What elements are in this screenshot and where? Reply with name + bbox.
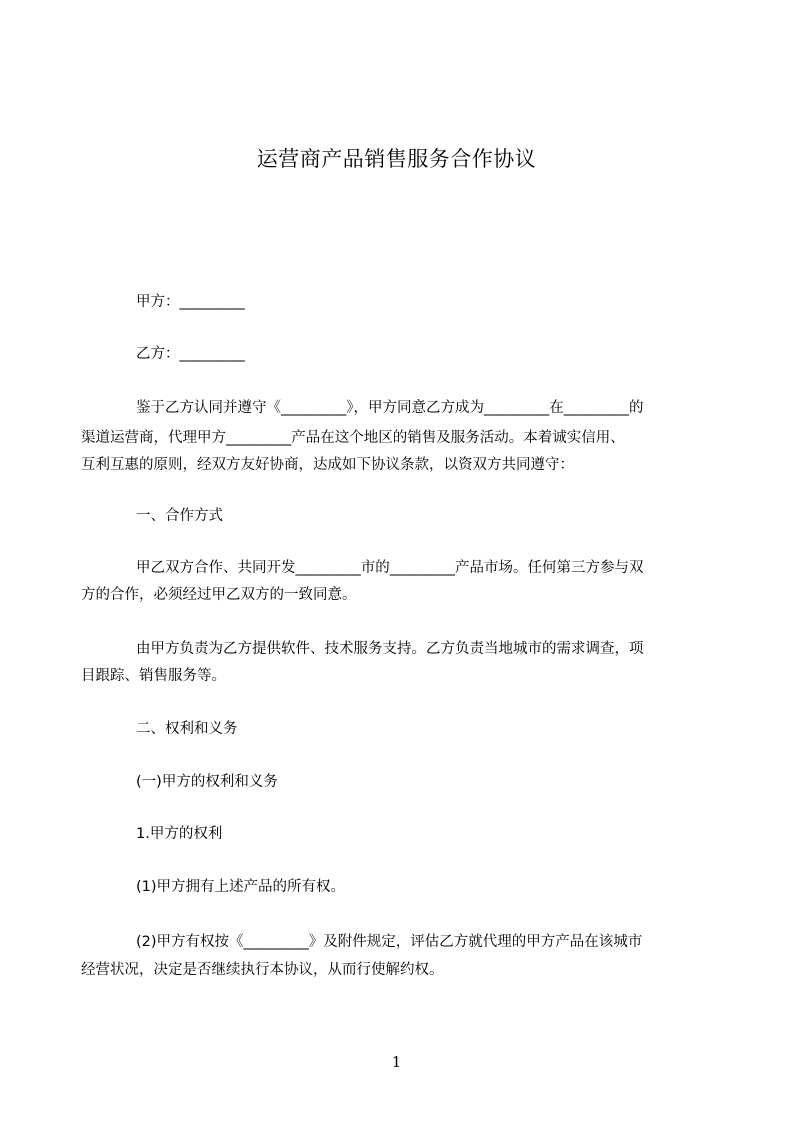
section-1-p1-line-1: 甲乙双方合作、共同开发_________市的_________产品市场。任何第三方参与双 — [136, 560, 644, 576]
clause-2-line-1: (2)甲方有权按《_________》及附件规定，评估乙方就代理的甲方产品在该城市 — [136, 934, 643, 950]
section-1-p2-line-2: 目跟踪、销售服务等。 — [81, 668, 226, 684]
party-a-line: 甲方：_________ — [136, 294, 245, 310]
section-2-heading: 二、权利和义务 — [136, 721, 238, 737]
section-1-heading: 一、合作方式 — [136, 508, 223, 524]
preamble-line-3: 互利互惠的原则，经双方友好协商，达成如下协议条款，以资双方共同遵守： — [81, 457, 574, 473]
section-2-subheading: (一)甲方的权利和义务 — [136, 774, 278, 790]
section-1-p1-line-2: 方的合作，必须经过甲乙双方的一致同意。 — [81, 587, 357, 603]
section-2-item-1: 1.甲方的权利 — [136, 826, 223, 842]
preamble-line-2: 渠道运营商，代理甲方_________产品在这个地区的销售及服务活动。本着诚实信用、 — [81, 430, 625, 446]
section-1-p2-line-1: 由甲方负责为乙方提供软件、技术服务支持。乙方负责当地城市的需求调查，项 — [136, 641, 644, 657]
document-title: 运营商产品销售服务合作协议 — [256, 147, 537, 171]
clause-1: (1)甲方拥有上述产品的所有权。 — [136, 879, 346, 895]
clause-2-line-2: 经营状况，决定是否继续执行本协议，从而行使解约权。 — [81, 962, 444, 978]
preamble-line-1: 鉴于乙方认同并遵守《_________》，甲方同意乙方成为_________在_________的 — [136, 400, 644, 416]
page-number: 1 — [391, 1053, 402, 1071]
party-b-line: 乙方：_________ — [136, 346, 245, 362]
